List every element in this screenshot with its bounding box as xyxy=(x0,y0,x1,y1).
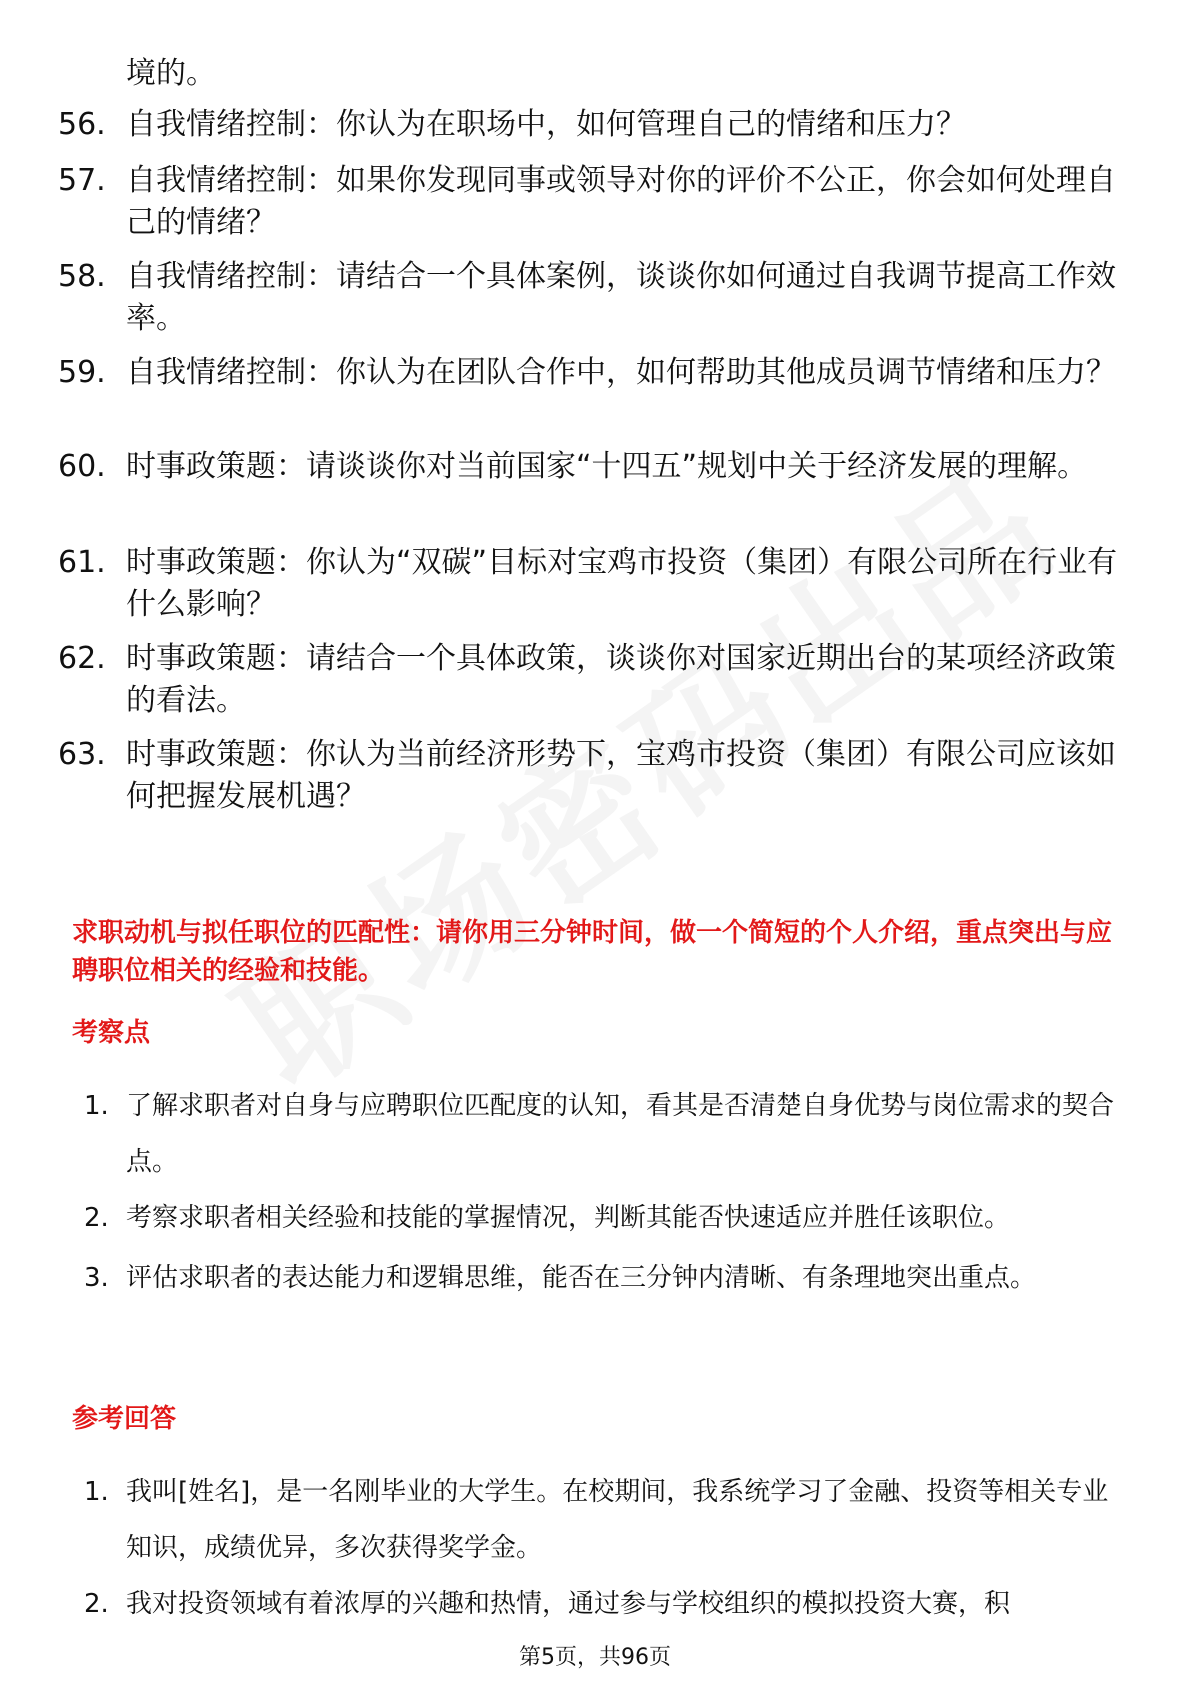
point-text: 我对投资领域有着浓厚的兴趣和热情，通过参与学校组织的模拟投资大赛，积 xyxy=(126,1589,1011,1619)
question-text: 时事政策题：请结合一个具体政策，谈谈你对国家近期出台的某项经济政策的看法。 xyxy=(126,641,1116,718)
question-text: 时事政策题：你认为“双碳”目标对宝鸡市投资（集团）有限公司所在行业有什么影响？ xyxy=(126,545,1118,622)
highlight-question: 求职动机与拟任职位的匹配性：请你用三分钟时间，做一个简短的个人介绍，重点突出与应聘职位相关的经验和技能。 xyxy=(72,918,1113,986)
point-text: 评估求职者的表达能力和逻辑思维，能否在三分钟内清晰、有条理地突出重点。 xyxy=(126,1263,1037,1293)
question-number: 56. xyxy=(58,107,106,142)
point-text: 了解求职者对自身与应聘职位匹配度的认知，看其是否清楚自身优势与岗位需求的契合点。 xyxy=(126,1091,1115,1177)
question-number: 61. xyxy=(58,545,106,580)
question-text: 自我情绪控制：如果你发现同事或领导对你的评价不公正，你会如何处理自己的情绪？ xyxy=(126,163,1116,240)
point-number: 2. xyxy=(84,1203,109,1233)
assessment-point xyxy=(84,1250,1124,1306)
question-text: 自我情绪控制：请结合一个具体案例，谈谈你如何通过自我调节提高工作效率。 xyxy=(126,259,1116,336)
question-item xyxy=(58,734,1118,818)
reference-title: 参考回答 xyxy=(72,1404,177,1434)
question-number: 58. xyxy=(58,259,106,294)
point-number: 2. xyxy=(84,1589,109,1619)
reference-point xyxy=(84,1576,1124,1632)
point-text: 考察求职者相关经验和技能的掌握情况，判断其能否快速适应并胜任该职位。 xyxy=(126,1203,1011,1233)
question-text: 自我情绪控制：你认为在团队合作中，如何帮助其他成员调节情绪和压力？ xyxy=(126,355,1116,390)
question-item xyxy=(58,352,1118,394)
question-text: 自我情绪控制：你认为在职场中，如何管理自己的情绪和压力？ xyxy=(126,107,966,142)
question-item xyxy=(58,638,1118,722)
question-item xyxy=(58,104,1118,146)
point-number: 3. xyxy=(84,1263,109,1293)
question-number: 59. xyxy=(58,355,106,390)
question-number: 62. xyxy=(58,641,106,676)
point-number: 1. xyxy=(84,1091,109,1121)
point-text: 我叫[姓名]，是一名刚毕业的大学生。在校期间，我系统学习了金融、投资等相关专业知识，成绩优异，多次获得奖学金。 xyxy=(126,1477,1109,1563)
question-text: 时事政策题：请谈谈你对当前国家“十四五”规划中关于经济发展的理解。 xyxy=(126,449,1088,484)
question-number: 63. xyxy=(58,737,106,772)
assessment-point xyxy=(84,1078,1124,1190)
reference-point xyxy=(84,1464,1124,1576)
question-item xyxy=(58,160,1118,244)
question-item xyxy=(58,446,1118,488)
question-item xyxy=(58,542,1118,626)
question-number: 60. xyxy=(58,449,106,484)
assessment-title: 考察点 xyxy=(72,1018,151,1048)
question-item xyxy=(58,256,1118,340)
point-number: 1. xyxy=(84,1477,109,1507)
question-number: 57. xyxy=(58,163,106,198)
question-text: 时事政策题：你认为当前经济形势下，宝鸡市投资（集团）有限公司应该如何把握发展机遇？ xyxy=(126,737,1116,814)
continuation-text: 境的。 xyxy=(126,56,216,91)
page-footer: 第5页，共96页 xyxy=(519,1645,671,1670)
assessment-point xyxy=(84,1190,1124,1246)
